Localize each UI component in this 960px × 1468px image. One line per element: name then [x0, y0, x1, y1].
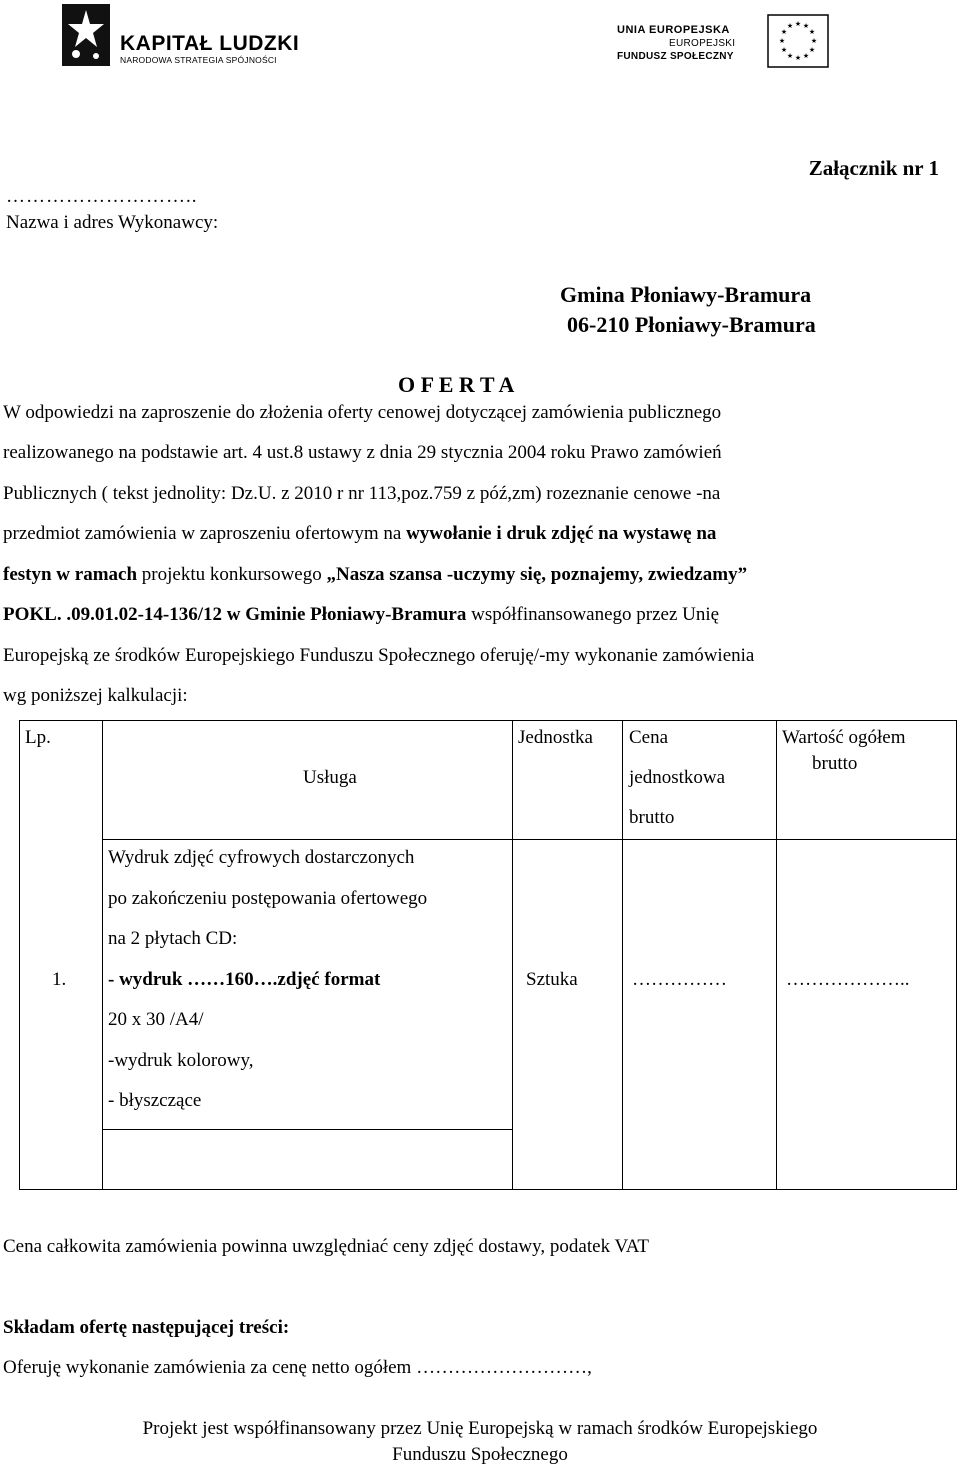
- attachment-label: Załącznik nr 1: [808, 156, 939, 180]
- offer-content-heading: Składam ofertę następującej treści:: [3, 1317, 290, 1338]
- svg-text:★: ★: [794, 54, 802, 62]
- calculation-table: [19, 720, 957, 1190]
- recipient-address: 06-210 Płoniawy-Bramura: [567, 312, 816, 337]
- footer-line-2: Funduszu Społecznego: [392, 1444, 568, 1465]
- project-code: POKL. .09.01.02-14-136/12 w Gminie Płoniawy-Bramura: [3, 604, 467, 625]
- offer-title: O F E R T A: [398, 372, 515, 397]
- intro-line-4: [3, 523, 716, 545]
- row-lp: 1.: [52, 969, 67, 990]
- intro-line-8: wg poniższej kalkulacji:: [3, 685, 188, 706]
- svg-text:★: ★: [780, 28, 788, 36]
- logo-ue-line3: FUNDUSZ SPOŁECZNY: [617, 51, 734, 62]
- intro-line-6-text: współfinansowanego przez Unię: [466, 604, 720, 625]
- header-unit-price-3: brutto: [629, 807, 675, 828]
- intro-line-5-text: projektu konkursowego: [137, 564, 327, 585]
- svg-text:★: ★: [802, 22, 810, 30]
- eu-efs-logo: [617, 14, 829, 68]
- header-total-2: brutto: [812, 753, 858, 774]
- service-line-4: - wydruk ……160….zdjęć format: [108, 969, 381, 990]
- eu-flag-icon: [767, 14, 829, 68]
- intro-line-4-bold: wywołanie i druk zdjęć na wystawę na: [406, 523, 717, 544]
- svg-text:★: ★: [808, 46, 816, 54]
- svg-text:★: ★: [802, 52, 810, 60]
- offer-net-price: Oferuję wykonanie zamówienia za cenę netto ogółem ………………………,: [3, 1357, 592, 1378]
- svg-text:★: ★: [808, 28, 816, 36]
- header-unit-price-2: jednostkowa: [629, 767, 726, 788]
- service-line-3: na 2 płytach CD:: [108, 928, 238, 949]
- service-line-5: 20 x 30 /A4/: [108, 1009, 204, 1030]
- logo-ue-line2: EUROPEJSKI: [669, 38, 736, 49]
- svg-text:★: ★: [810, 37, 818, 45]
- service-line-2: po zakończeniu postępowania ofertowego: [108, 888, 428, 909]
- contractor-label: Nazwa i adres Wykonawcy:: [6, 212, 219, 233]
- service-line-1: Wydruk zdjęć cyfrowych dostarczonych: [108, 847, 415, 868]
- project-name: „Nasza szansa -uczymy się, poznajemy, zwiedzamy”: [326, 564, 748, 585]
- logo-subtitle: NARODOWA STRATEGIA SPÓJNOŚCI: [120, 55, 277, 65]
- header-unit-price-1: Cena: [629, 727, 669, 748]
- row-unit-price: ……………: [632, 969, 727, 990]
- header-service: Usługa: [303, 767, 357, 788]
- logo-title: KAPITAŁ LUDZKI: [120, 32, 300, 55]
- intro-line-7: Europejską ze środków Europejskiego Funduszu Społecznego oferuję/-my wykonanie zamówienia: [3, 645, 755, 666]
- kapital-ludzki-logo: [62, 2, 302, 68]
- footer-line-1: Projekt jest współfinansowany przez Unię Europejską w ramach środków Europejskiego: [142, 1418, 818, 1439]
- contractor-dots: ………………………..: [6, 186, 198, 207]
- vat-note: Cena całkowita zamówienia powinna uwzględniać ceny zdjęć dostawy, podatek VAT: [3, 1236, 649, 1257]
- svg-text:★: ★: [780, 46, 788, 54]
- intro-line-1: W odpowiedzi na zaproszenie do złożenia oferty cenowej dotyczącej zamówienia publicznego: [3, 402, 722, 423]
- row-total: ………………..: [786, 969, 910, 990]
- recipient-name: Gmina Płoniawy-Bramura: [560, 282, 812, 307]
- logo-ue-line1: UNIA EUROPEJSKA: [617, 24, 730, 36]
- intro-line-2: realizowanego na podstawie art. 4 ust.8 ustawy z dnia 29 stycznia 2004 roku Prawo zamówień: [3, 442, 722, 463]
- svg-text:★: ★: [794, 20, 802, 28]
- intro-line-6: [3, 604, 719, 626]
- row-unit: Sztuka: [526, 969, 578, 990]
- header-total-1: Wartość ogółem: [782, 727, 906, 748]
- service-line-7: - błyszczące: [108, 1090, 202, 1111]
- header-unit: Jednostka: [518, 727, 593, 748]
- service-line-6: -wydruk kolorowy,: [108, 1050, 254, 1071]
- header-lp: Lp.: [25, 727, 51, 748]
- intro-line-5: [3, 564, 747, 586]
- svg-text:★: ★: [786, 22, 794, 30]
- svg-text:★: ★: [778, 37, 786, 45]
- intro-line-3: Publicznych ( tekst jednolity: Dz.U. z 2010 r nr 113,poz.759 z póź,zm) rozeznanie cenowe -na: [3, 483, 721, 504]
- intro-line-5-bold: festyn w ramach: [3, 564, 138, 585]
- svg-text:★: ★: [786, 52, 794, 60]
- intro-line-4-text: przedmiot zamówienia w zaproszeniu ofertowym na: [3, 523, 407, 544]
